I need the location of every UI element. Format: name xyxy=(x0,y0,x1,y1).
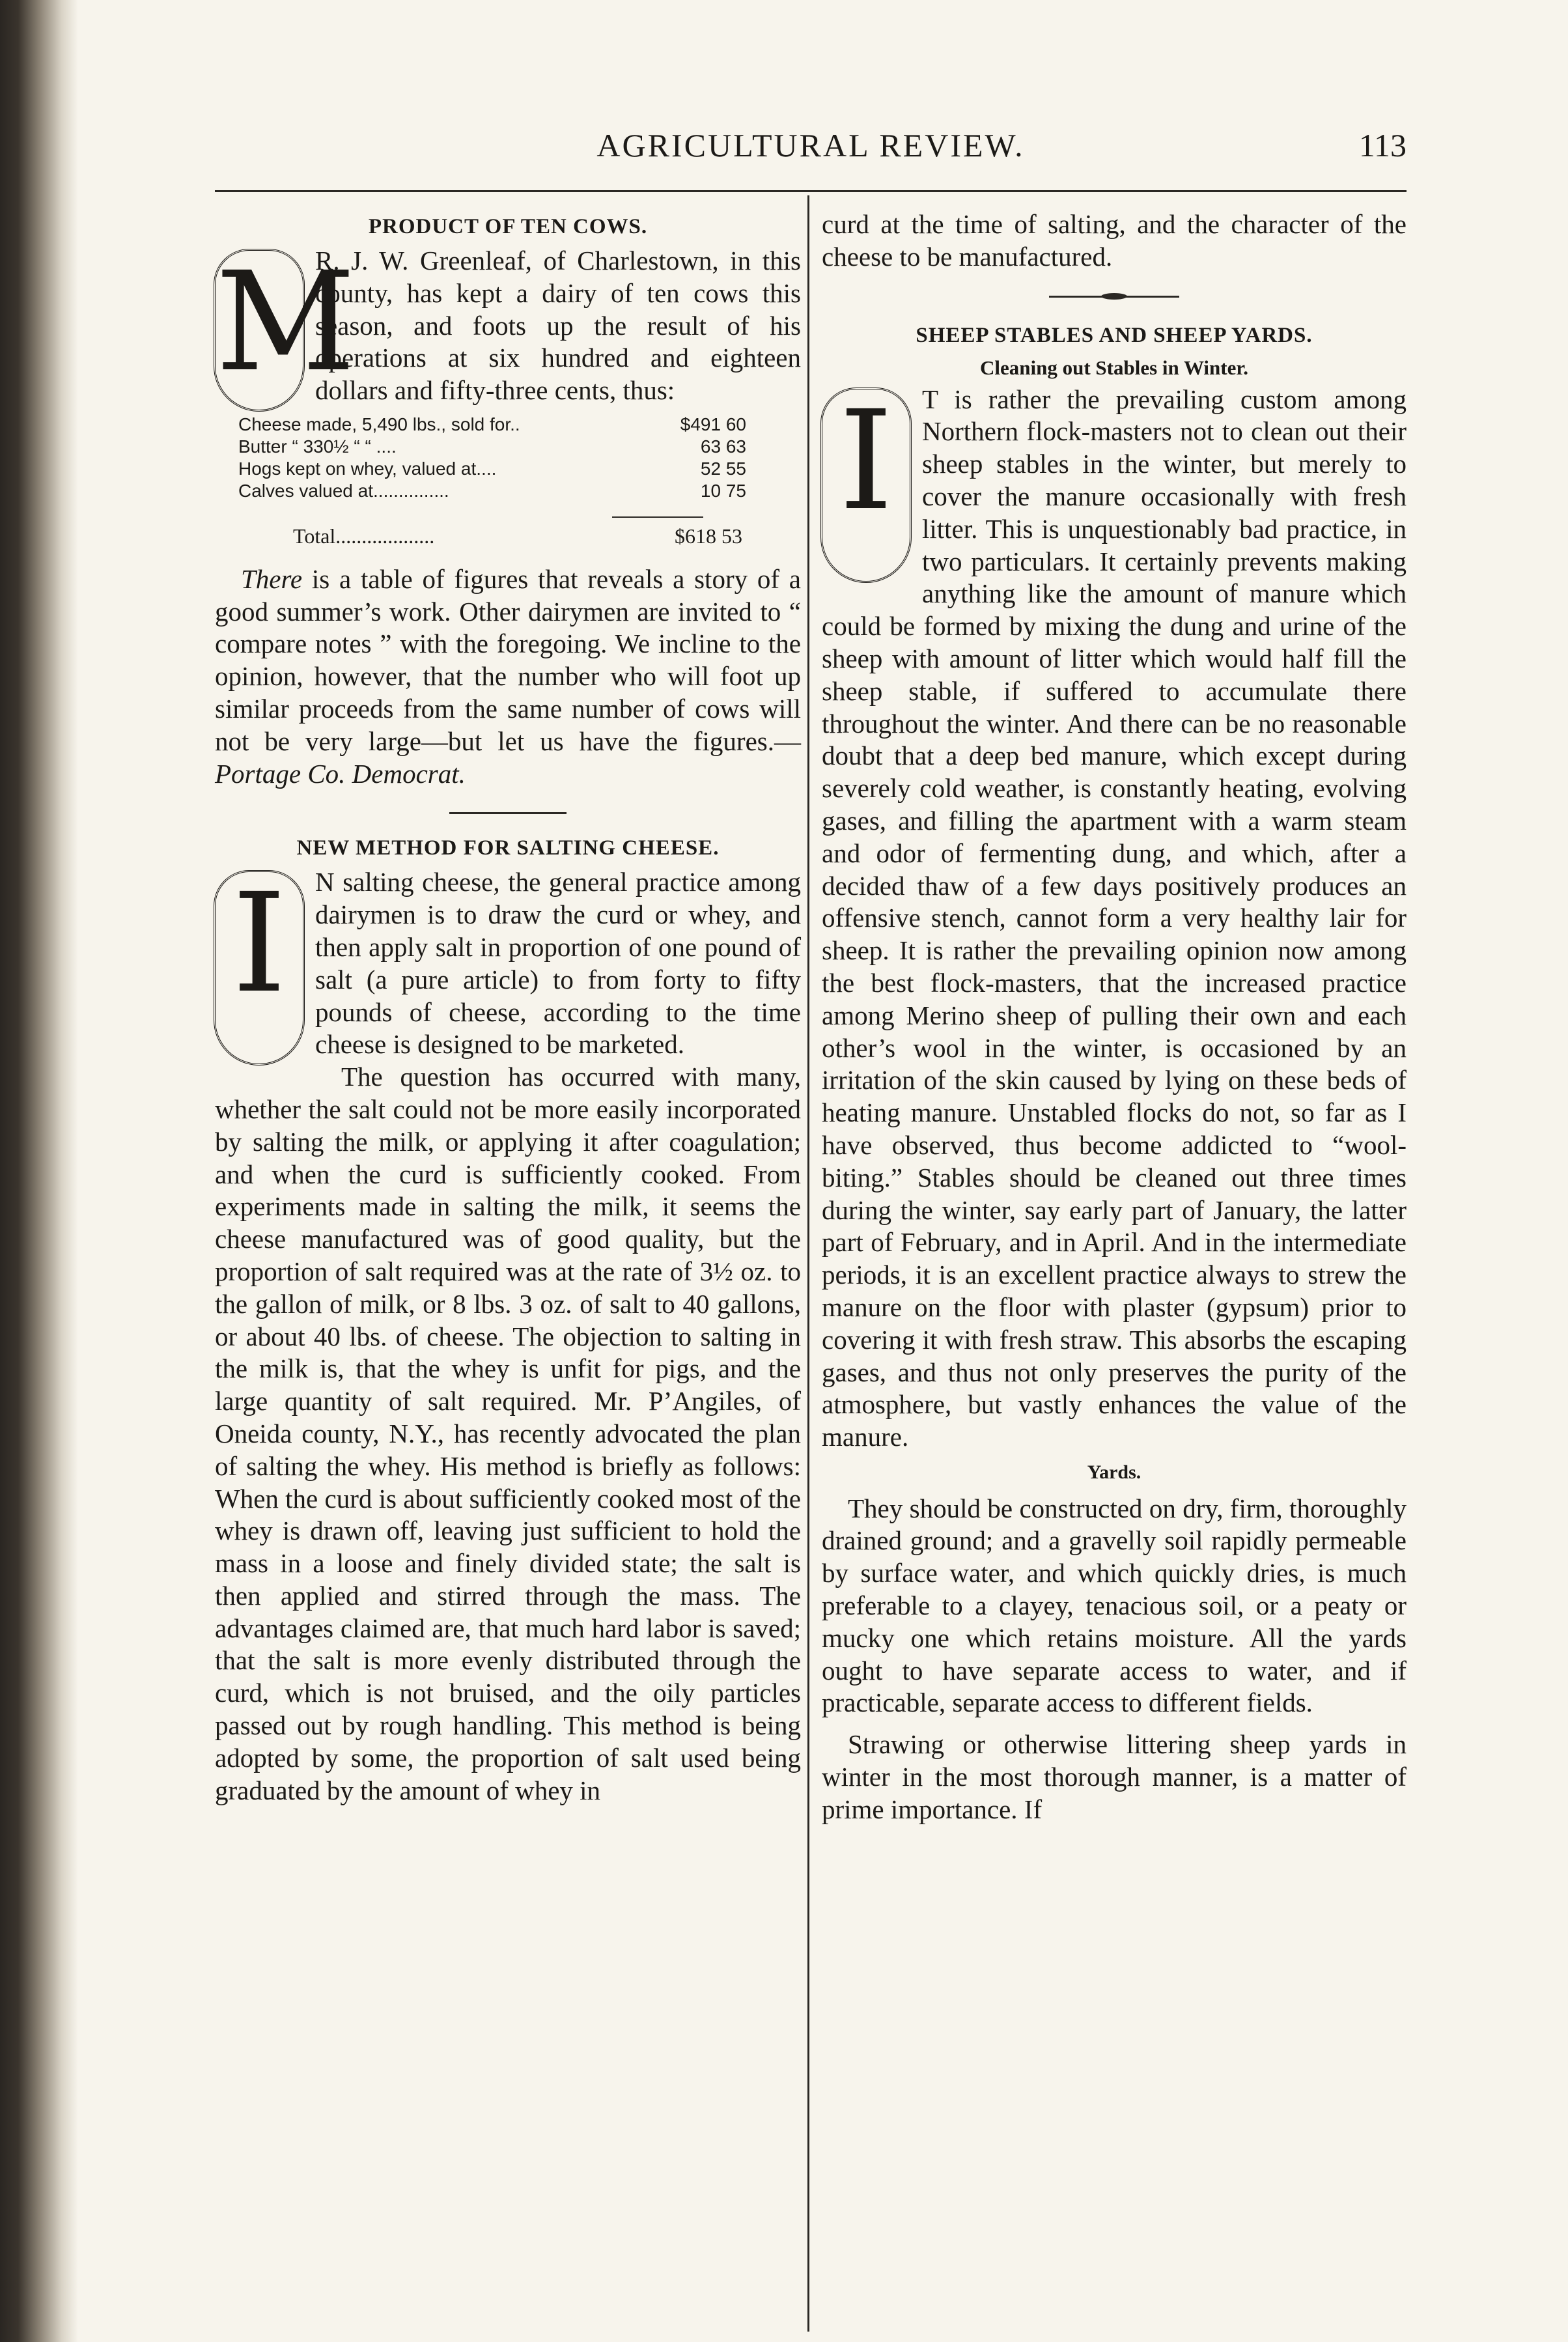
row-amount: 63 63 xyxy=(700,436,746,457)
running-title: AGRICULTURAL REVIEW. xyxy=(596,127,1025,163)
total-amount: $618 53 xyxy=(675,524,742,548)
yards-subheading: Yards. xyxy=(1087,1461,1141,1483)
source-credit: Portage Co. Democrat. xyxy=(215,758,466,789)
article-commentary xyxy=(215,563,801,791)
right-column xyxy=(822,208,1407,1826)
accounts-table xyxy=(238,414,746,502)
article-paragraph: Strawing or otherwise littering sheep yards in winter in the most thorough manner, is a matter of prime importance. If xyxy=(822,1729,1407,1824)
section-ornament-rule xyxy=(1049,296,1179,298)
section-rule xyxy=(449,812,567,814)
row-amount: 10 75 xyxy=(700,480,746,501)
article-heading-salting-cheese: NEW METHOD FOR SALTING CHEESE. xyxy=(296,836,720,860)
table-row xyxy=(238,458,746,480)
article-heading-sheep-stables: SHEEP STABLES AND SHEEP YARDS. xyxy=(916,323,1313,347)
table-row xyxy=(238,480,746,502)
column-divider xyxy=(807,195,809,2332)
row-amount: $491 60 xyxy=(680,414,746,434)
paragraph-text: N salting cheese, the general practice among dairymen is to draw the curd or whey, and then apply salt in proportion of one pound of salt (a pure article) to from forty to fifty pounds of cheese, according to the time cheese is designed to be marketed. xyxy=(315,867,801,1060)
row-label: Butter “ 330½ “ “ .... xyxy=(238,436,397,457)
article-heading-product-of-ten-cows: PRODUCT OF TEN COWS. xyxy=(368,215,648,238)
intro-text: R. J. W. Greenleaf, of Charlestown, in this county, has kept a dairy of ten cows this season, and foots up the result of his operations at six hundred and eighteen dollars and fifty-three cents, thus: xyxy=(315,246,801,406)
table-row xyxy=(238,436,746,458)
row-amount: 52 55 xyxy=(700,458,746,479)
row-label: Calves valued at............... xyxy=(238,480,449,501)
article-intro xyxy=(215,242,801,407)
paragraph-text: T is rather the prevailing custom among Northern flock-masters not to clean out their sheep stables in the winter, but merely to cover the manure occasionally with fresh litter. This is unquestionably bad practice, in two particulars. It certainly prevents making anything like the amount of manure which could be formed by mixing the dung and urine of the sheep with amount of litter which would half fill the sheep stable, if suffered to accumulate there throughout the winter. And there can be no reasonable doubt that a deep bed manure, which except during severely cold weather, is constantly heating, evolving gases, and filling the apartment with a warm steam and odor of fermenting dung, and which, after a decided thaw of a few days positively produces an offensive stench, cannot form a very healthy lair for sheep. It is rather the prevailing opinion now among the best flock-masters, that the increased practice among Merino sheep of pulling their own and each other’s wool in the winter, is occasioned by an irritation of the skin caused by lying on these beds of heating manure. Unstabled flocks do not, so far as I have observed, thus become addicted to “wool-biting.” Stables should be cleaned out three times during the winter, say early part of January, the latter part of February, and in April. And in the intermediate periods, it is an excellent practice always to strew the manure on the floor with plaster (gypsum) prior to covering it with fresh straw. This absorbs the escaping gases, and thus not only preserves the purity of the atmosphere, but vastly enhances the value of the manure. xyxy=(822,384,1407,1452)
page-number: 113 xyxy=(1358,127,1407,163)
ornamental-dropcap: M xyxy=(214,249,305,412)
article-paragraph xyxy=(822,380,1407,1454)
article-paragraph: They should be constructed on dry, firm, thoroughly drained ground; and a gravelly soil rapidly permeable by surface water, and which quickly dries, is much preferable to a clayey, tenacious soil, or a peaty or mucky one which retains moisture. All the yards ought to have separate access to water, and if practicable, separate access to different fields. xyxy=(822,1493,1407,1718)
article-paragraph xyxy=(215,866,801,1061)
total-rule xyxy=(612,516,703,518)
row-label: Cheese made, 5,490 lbs., sold for.. xyxy=(238,414,520,434)
ornamental-dropcap: I xyxy=(214,870,305,1065)
table-row xyxy=(238,414,746,436)
commentary-text: is a table of figures that reveals a story of a good summer’s work. Other dairymen are invited to “ compare notes ” with the foregoing. We incline to the opinion, however, that the number who will foot up similar proceeds from the same number of cows will not be very large—but let us have the figures.— xyxy=(215,563,801,756)
row-label: Hogs kept on whey, valued at.... xyxy=(238,458,497,479)
article-paragraph: The question has occurred with many, whether the salt could not be more easily incorporated by salting the milk, or applying it after coagulation; and when the curd is sufficiently cooked. From experiments made in salting the milk, it seems the cheese manufactured was of good quality, but the proportion of salt required was at the rate of 3½ oz. to the gallon of milk, or 8 lbs. 3 oz. of salt to 40 gallons, or about 40 lbs. of cheese. The objection to salting in the milk is, that the whey is unfit for pigs, and the large quantity of salt required. Mr. P’Angiles, of Oneida county, N.Y., has recently advocated the plan of salting the whey. His method is briefly as follows: When the curd is about sufficiently cooked most of the whey is drawn off, leaving just sufficient to hold the mass in a loose and finely divided state; the salt is then applied and stirred through the mass. The advantages claimed are, that much hard labor is saved; that the salt is more evenly distributed through the curd, which is not bruised, and the oily particles passed out by rough handling. This method is being adopted by some, the proportion of salt used being graduated by the amount of whey in xyxy=(215,1062,801,1805)
left-column xyxy=(215,208,801,1807)
article-subheading: Cleaning out Stables in Winter. xyxy=(980,356,1248,379)
header-rule xyxy=(215,190,1407,192)
total-label: Total................... xyxy=(293,524,435,548)
ornamental-dropcap: I xyxy=(820,388,912,583)
commentary-lead: There xyxy=(241,563,303,594)
continued-text: curd at the time of salting, and the character of the cheese to be manufactured. xyxy=(822,209,1407,272)
book-binding-edge xyxy=(0,0,78,2342)
total-row xyxy=(293,520,742,553)
page-header xyxy=(215,117,1407,176)
